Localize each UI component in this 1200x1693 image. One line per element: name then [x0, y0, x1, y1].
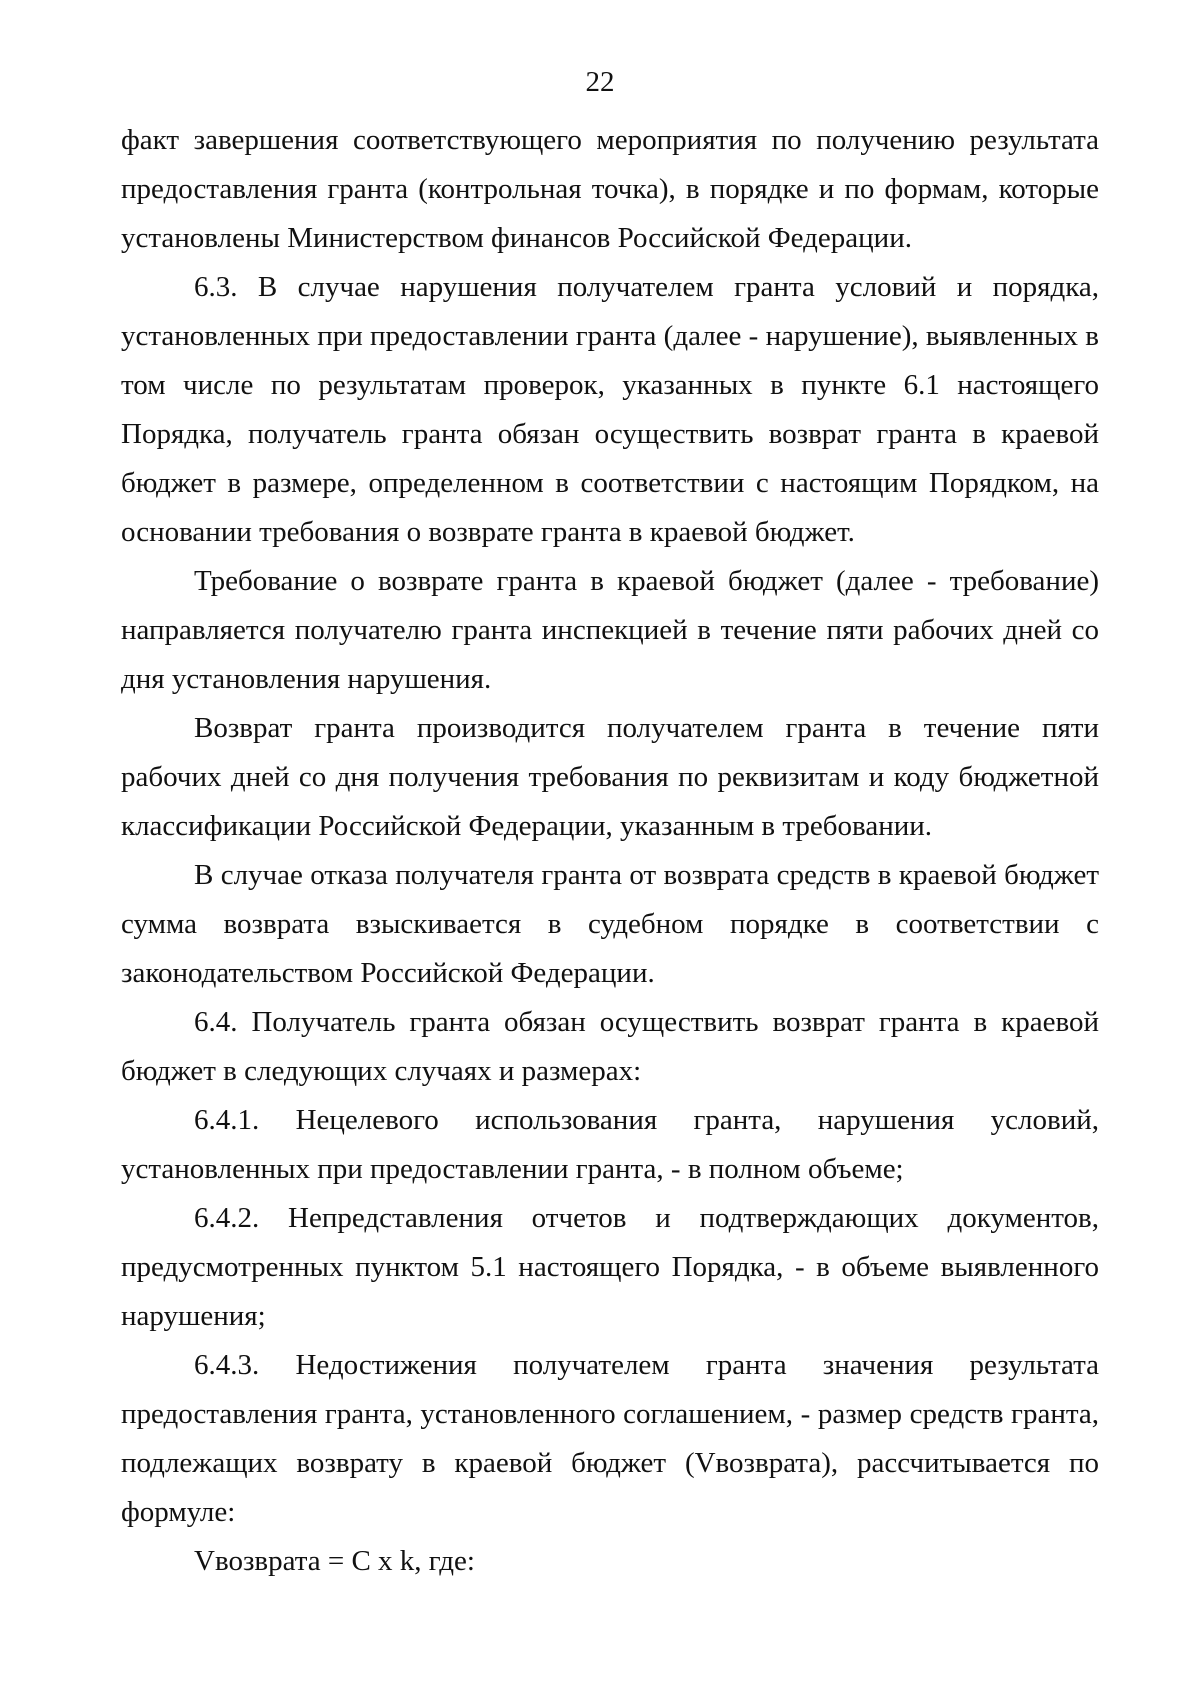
paragraph-requirement: Требование о возврате гранта в краевой бюджет (далее - требование) направляется получателю гранта инспекцией в течение пяти рабочих дней со дня установления нарушения. [121, 565, 1099, 695]
page-number: 22 [585, 66, 615, 98]
paragraph-return-procedure: Возврат гранта производится получателем гранта в течение пяти рабочих дней со дня получения требования по реквизитам и коду бюджетной классификации Российской Федерации, указанным в требовании. [121, 712, 1099, 842]
paragraph-6-4-3: 6.4.3. Недостижения получателем гранта значения результата предоставления гранта, установленного соглашением, - размер средств гранта, подлежащих возврату в краевой бюджет (Vвозврата), рассчитывается по формуле: [121, 1349, 1099, 1528]
paragraph-6-4-1: 6.4.1. Нецелевого использования гранта, нарушения условий, установленных при предоставлении гранта, - в полном объеме; [121, 1104, 1099, 1185]
paragraph-6-4: 6.4. Получатель гранта обязан осуществить возврат гранта в краевой бюджет в следующих случаях и размерах: [121, 1006, 1099, 1087]
document-body [121, 116, 1099, 1586]
formula-line: Vвозврата = C x k, где: [194, 1545, 475, 1577]
paragraph-6-3: 6.3. В случае нарушения получателем гранта условий и порядка, установленных при предоставлении гранта (далее - нарушение), выявленных в том числе по результатам проверок, указанных в пункте 6.1 настоящего Порядка, получатель гранта обязан осуществить возврат гранта в краевой бюджет в размере, определенном в соответствии с настоящим Порядком, на основании требования о возврате гранта в краевой бюджет. [121, 271, 1099, 548]
paragraph-continuation: факт завершения соответствующего мероприятия по получению результата предоставления гранта (контрольная точка), в порядке и по формам, которые установлены Министерством финансов Российской Федерации. [121, 124, 1099, 254]
paragraph-refusal: В случае отказа получателя гранта от возврата средств в краевой бюджет сумма возврата взыскивается в судебном порядке в соответствии с законодательством Российской Федерации. [121, 859, 1099, 989]
paragraph-6-4-2: 6.4.2. Непредставления отчетов и подтверждающих документов, предусмотренных пунктом 5.1 настоящего Порядка, - в объеме выявленного нарушения; [121, 1202, 1099, 1332]
